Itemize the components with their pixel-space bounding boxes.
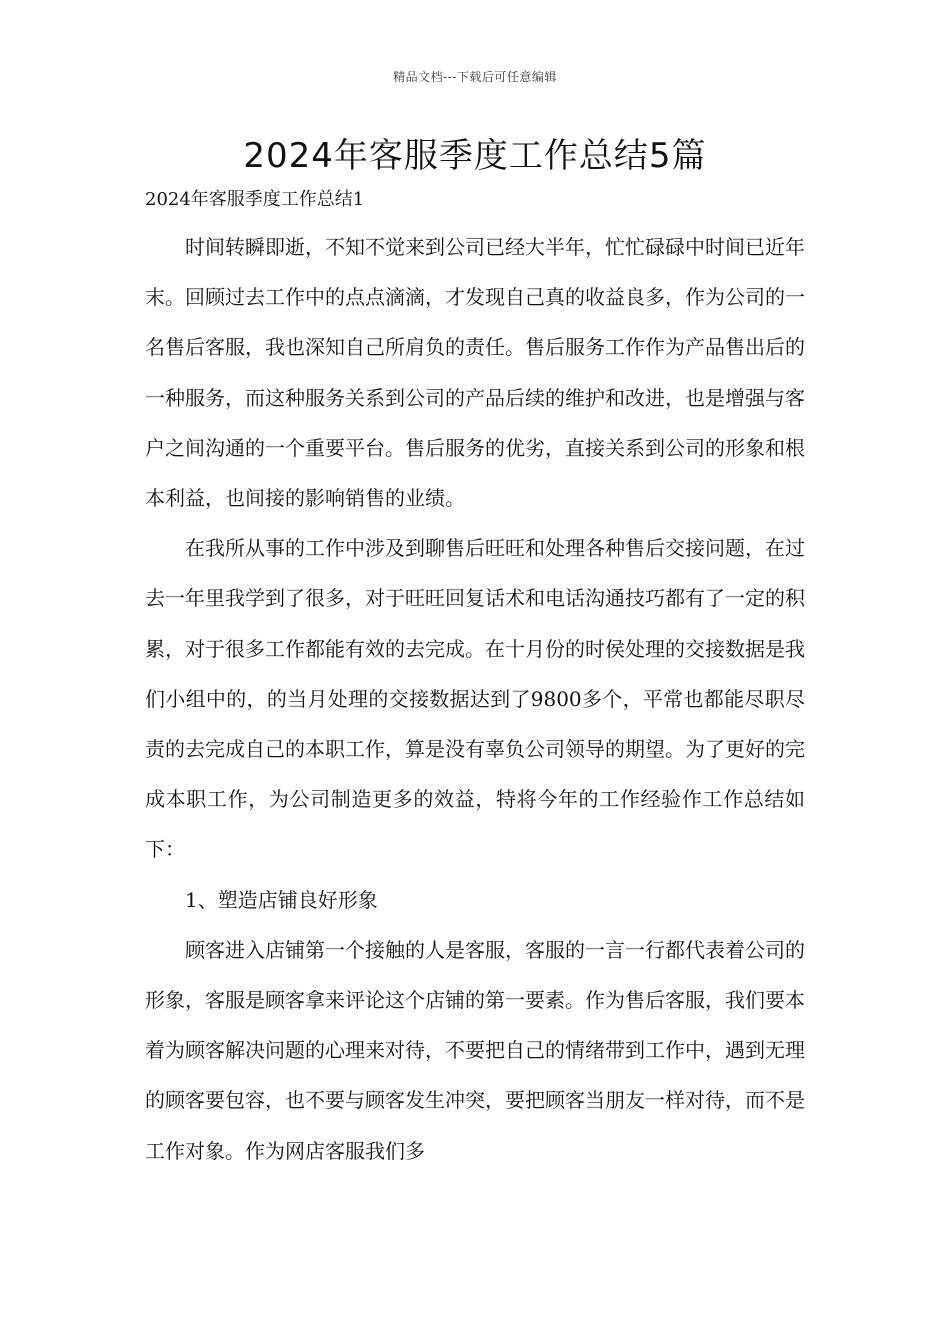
document-body [145,182,805,1176]
body-paragraph: 时间转瞬即逝，不知不觉来到公司已经大半年，忙忙碌碌中时间已近年末。回顾过去工作中的点点滴滴，才发现自己真的收益良多，作为公司的一名售后客服，我也深知自己所肩负的责任。售后服务工作作为产品售出后的一种服务，而这种服务关系到公司的产品后续的维护和改进，也是增强与客户之间沟通的一个重要平台。售后服务的优劣，直接关系到公司的形象和根本利益，也间接的影响销售的业绩。 [145,235,805,511]
document-title: 2024年客服季度工作总结5篇 [243,136,707,176]
section-heading: 2024年客服季度工作总结1 [145,189,365,210]
body-paragraph: 在我所从事的工作中涉及到聊售后旺旺和处理各种售后交接问题，在过去一年里我学到了很多，对于旺旺回复话术和电话沟通技巧都有了一定的积累，对于很多工作都能有效的去完成。在十月份的时侯处理的交接数据是我们小组中的，的当月处理的交接数据达到了9800多个，平常也都能尽职尽责的去完成自己的本职工作，算是没有辜负公司领导的期望。为了更好的完成本职工作，为公司制造更多的效益，特将今年的工作经验作工作总结如下： [145,536,805,862]
header-note: 精品文档---下载后可任意编辑 [393,70,557,84]
body-paragraph: 顾客进入店铺第一个接触的人是客服，客服的一言一行都代表着公司的形象，客服是顾客拿来评论这个店铺的第一要素。作为售后客服，我们要本着为顾客解决问题的心理来对待，不要把自己的情绪带到工作中，遇到无理的顾客要包容，也不要与顾客发生冲突，要把顾客当朋友一样对待，而不是工作对象。作为网店客服我们多 [145,937,805,1163]
subsection-heading: 1、塑造店铺良好形象 [185,887,378,912]
